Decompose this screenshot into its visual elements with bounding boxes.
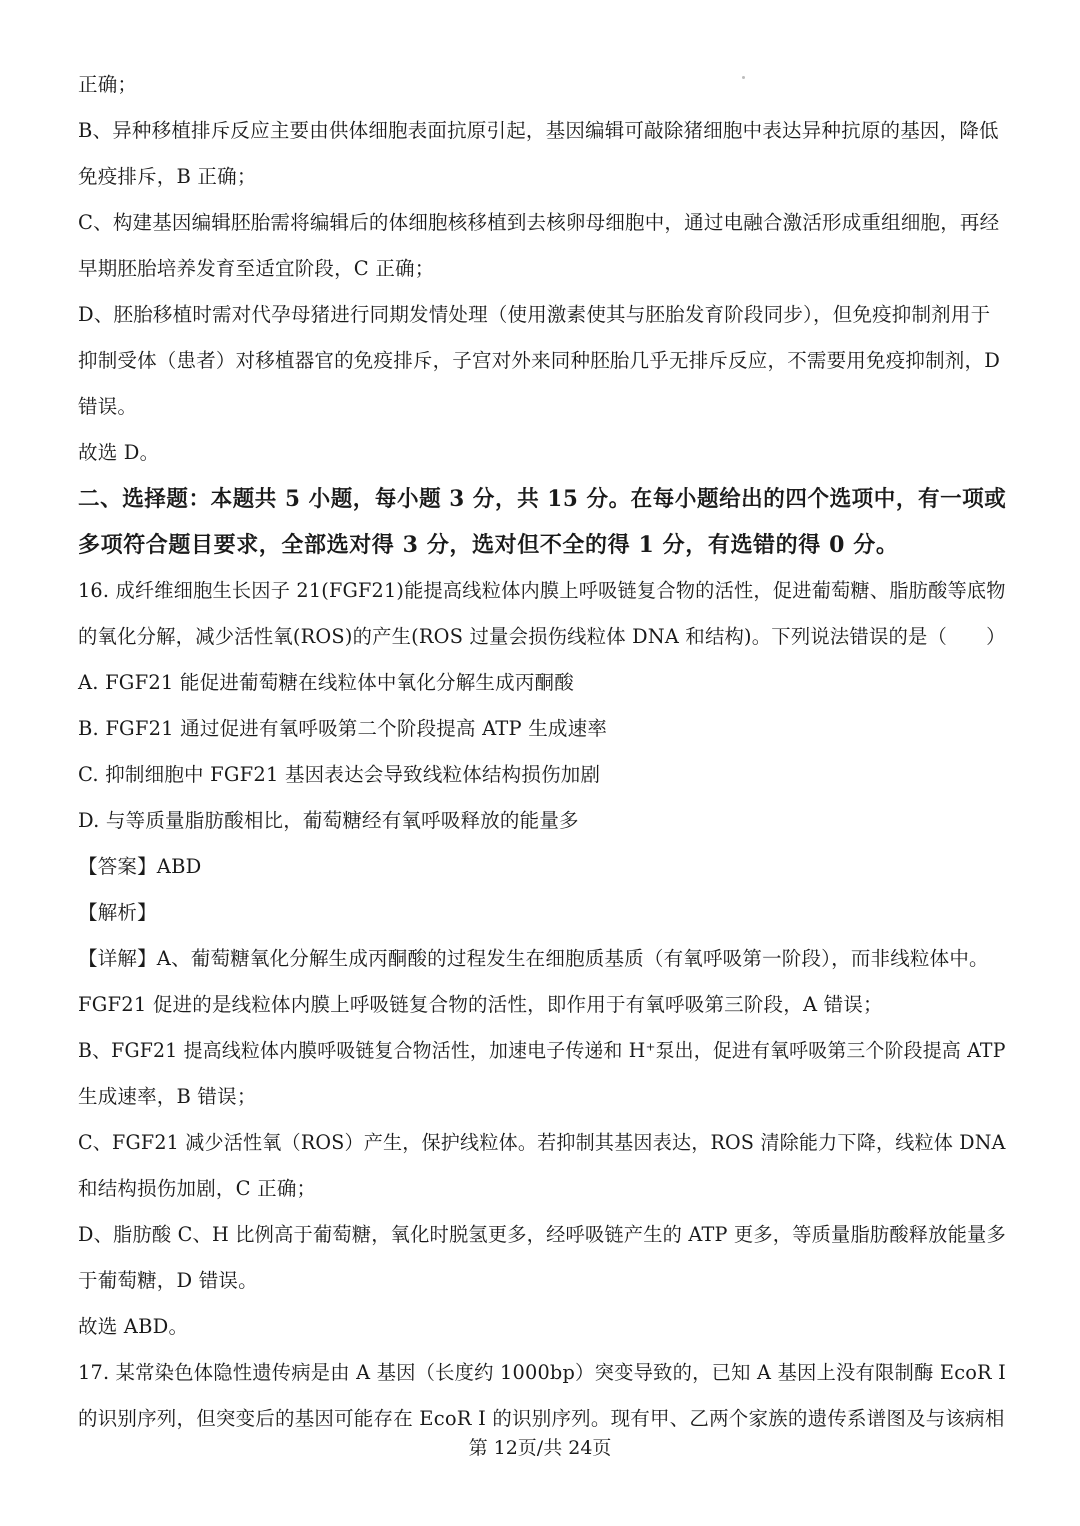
option-c: C. 抑制细胞中 FGF21 基因表达会导致线粒体结构损伤加剧 xyxy=(78,763,601,786)
question-stem-line: 的识别序列，但突变后的基因可能存在 EcoR Ⅰ 的识别序列。现有甲、乙两个家族的遗传系谱图及与该病相 xyxy=(78,1407,1005,1430)
option-a: A. FGF21 能促进葡萄糖在线粒体中氧化分解生成丙酮酸 xyxy=(78,671,574,694)
prev-question-tail xyxy=(78,62,1006,476)
question-stem-line: 的氧化分解，减少活性氧(ROS)的产生(ROS 过量会损伤线粒体 DNA 和结构)。下列说法错误的是（ ） xyxy=(78,625,1006,648)
detail-line: 和结构损伤加剧，C 正确； xyxy=(78,1177,317,1200)
question-stem-line: 17. 某常染色体隐性遗传病是由 A 基因（长度约 1000bp）突变导致的，已知 A 基因上没有限制酶 EcoR Ⅰ xyxy=(78,1361,1006,1384)
section-title-line: 二、选择题：本题共 5 小题，每小题 3 分，共 15 分。在每小题给出的四个选项中，有一项或 xyxy=(78,486,1007,512)
detail-line: FGF21 促进的是线粒体内膜上呼吸链复合物的活性，即作用于有氧呼吸第三阶段，A 错误； xyxy=(78,993,883,1016)
detail-line: 故选 ABD。 xyxy=(78,1315,189,1338)
question-stem-line: 16. 成纤维细胞生长因子 21(FGF21)能提高线粒体内膜上呼吸链复合物的活性，促进葡萄糖、脂肪酸等底物 xyxy=(78,579,1006,602)
answer-line: 【答案】ABD xyxy=(78,855,202,878)
detail-line: B、FGF21 提高线粒体内膜呼吸链复合物活性，加速电子传递和 H⁺泵出，促进有氧呼吸第三个阶段提高 ATP xyxy=(78,1039,1006,1062)
detail-line: 【详解】A、葡萄糖氧化分解生成丙酮酸的过程发生在细胞质基质（有氧呼吸第一阶段），而非线粒体中。 xyxy=(78,947,989,970)
text-line: 抑制受体（患者）对移植器官的免疫排斥，子宫对外来同种胚胎几乎无排斥反应，不需要用免疫抑制剂，D xyxy=(78,349,1001,372)
detail-line: D、脂肪酸 C、H 比例高于葡萄糖，氧化时脱氢更多，经呼吸链产生的 ATP 更多，等质量脂肪酸释放能量多 xyxy=(78,1223,1006,1246)
text-line: 故选 D。 xyxy=(78,441,160,464)
section-two-heading xyxy=(78,476,1006,568)
option-d: D. 与等质量脂肪酸相比，葡萄糖经有氧呼吸释放的能量多 xyxy=(78,809,579,832)
section-title-line: 多项符合题目要求，全部选对得 3 分，选对但不全的得 1 分，有选错的得 0 分。 xyxy=(78,532,899,558)
detail-line: C、FGF21 减少活性氧（ROS）产生，保护线粒体。若抑制其基因表达，ROS 清除能力下降，线粒体 DNA xyxy=(78,1131,1006,1154)
page-footer: 第 12页/共 24页 xyxy=(468,1437,612,1459)
text-line: 早期胚胎培养发育至适宜阶段，C 正确； xyxy=(78,257,435,280)
question-16 xyxy=(78,568,1006,1350)
text-line: D、胚胎移植时需对代孕母猪进行同期发情处理（使用激素使其与胚胎发育阶段同步），但免疫抑制剂用于 xyxy=(78,303,991,326)
text-line: B、异种移植排斥反应主要由供体细胞表面抗原引起，基因编辑可敲除猪细胞中表达异种抗原的基因，降低 xyxy=(78,119,999,142)
detail-line: 于葡萄糖，D 错误。 xyxy=(78,1269,258,1292)
document-page xyxy=(78,62,1006,1442)
text-line: 错误。 xyxy=(78,395,138,418)
option-b: B. FGF21 通过促进有氧呼吸第二个阶段提高 ATP 生成速率 xyxy=(78,717,608,740)
detail-line: 生成速率，B 错误； xyxy=(78,1085,257,1108)
text-line: C、构建基因编辑胚胎需将编辑后的体细胞核移植到去核卵母细胞中，通过电融合激活形成重组细胞，再经 xyxy=(78,211,1000,234)
text-line: 免疫排斥，B 正确； xyxy=(78,165,257,188)
analysis-label: 【解析】 xyxy=(78,901,157,924)
text-line: 正确； xyxy=(78,73,138,96)
